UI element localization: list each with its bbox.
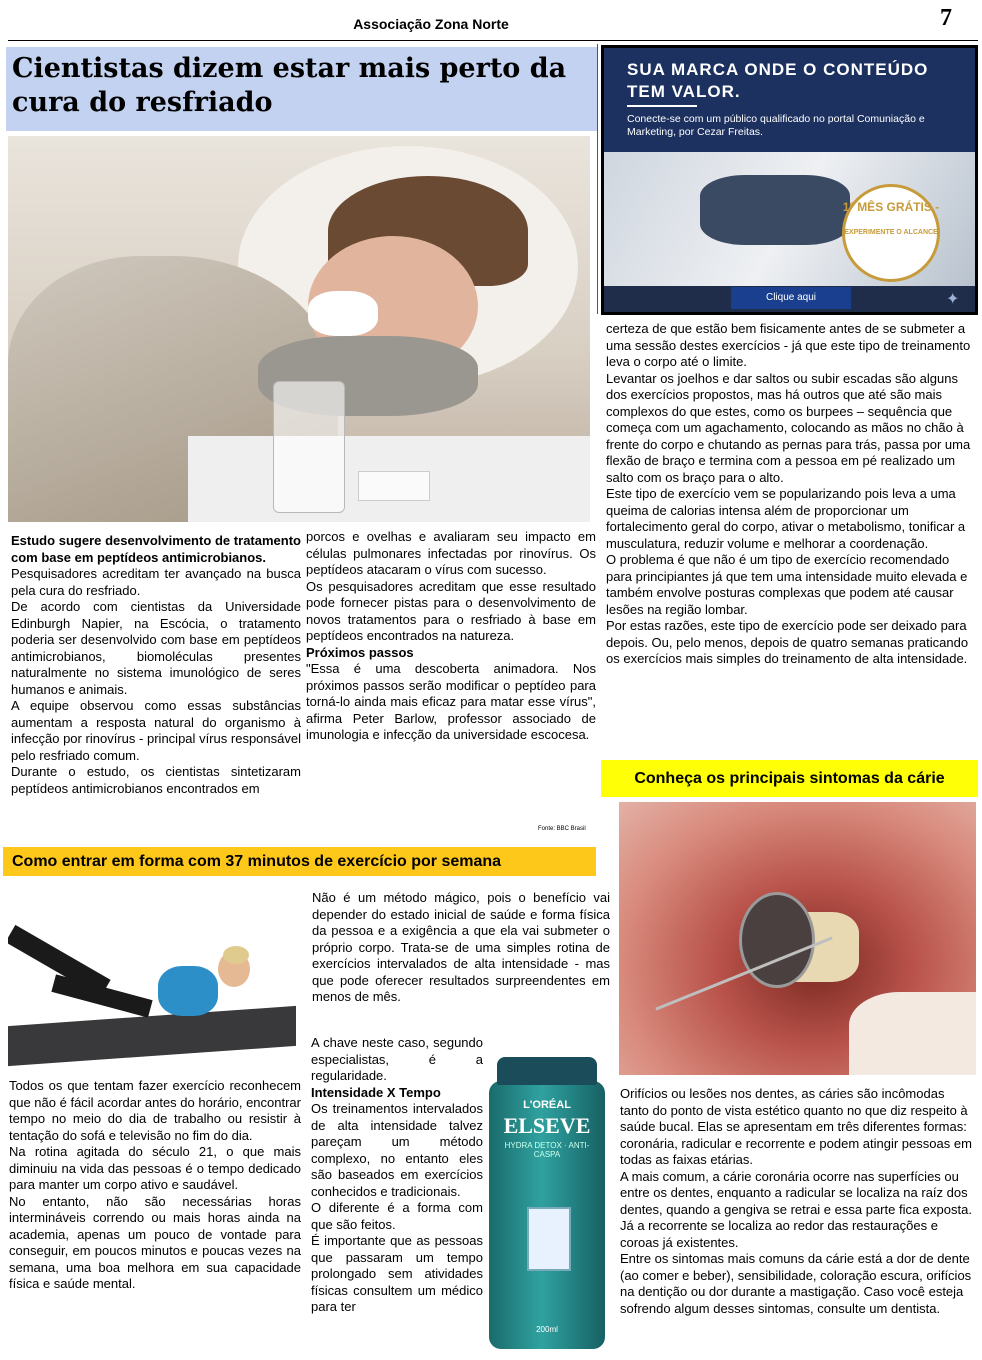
- paragraph: Pesquisadores acreditam ter avançado na busca pela cura do resfriado.: [11, 566, 301, 598]
- paragraph: A chave neste caso, segundo especialistas, é a regularidade.: [311, 1035, 483, 1083]
- header-divider: [8, 40, 978, 41]
- paragraph: Levantar os joelhos e dar saltos ou subir escadas são alguns dos exercícios propostos, mas há outros que até são mais complexos do que estes, como os burpees – sequência que começa com um agachamento, colocando as mãos no chão à frente do corpo e chutando as pernas para trás, passa por uma flexão de braço e termina com a pessoa em pé realizado um salto com os braço para o alto.: [606, 370, 971, 485]
- subheading-intensity: Intensidade X Tempo: [311, 1084, 441, 1100]
- paragraph: Todos os que tentam fazer exercício reconhecem que não é fácil acordar antes do horário, encontrar tempo no meio do dia de trabalho ou resistir à tentação do sofá e televisão no fim do dia.: [9, 1078, 301, 1143]
- yoga-mat-shape: [8, 1006, 296, 1066]
- article-headline-cold-cure: Cientistas dizem estar mais perto da cura do resfriado: [12, 53, 567, 118]
- water-glass-shape: [273, 381, 345, 513]
- paragraph: Durante o estudo, os cientistas sintetizaram peptídeos antimicrobianos encontrados em: [11, 764, 301, 796]
- ad-headline: SUA MARCA ONDE O CONTEÚDO TEM VALOR.: [627, 60, 929, 101]
- hair-shape: [223, 946, 249, 964]
- paragraph: Este tipo de exercício vem se popularizando pois leva a uma queima de calorias intensa além de proporcionar um fortalecimento geral do corpo, ativar o metabolismo, tonificar a musculatura, reduzir volume e melhorar a coordenação.: [606, 486, 966, 551]
- column-divider: [597, 44, 598, 314]
- bottle-emblem: [527, 1207, 571, 1271]
- bottle-subtitle: HYDRA DETOX · ANTI-CASPA: [504, 1141, 590, 1159]
- article3-body: [620, 1086, 974, 1317]
- paragraph: É importante que as pessoas que passaram um tempo prolongado sem atividades físicas consultem um médico para ter: [311, 1233, 483, 1314]
- tissue-shape: [308, 291, 378, 336]
- dental-exam-photo: [619, 802, 976, 1075]
- bottle-volume: 200ml: [536, 1325, 558, 1334]
- ad-subtext: Conecte-se com um público qualificado no portal Comuniação e Marketing, por Cezar Freitas.: [627, 113, 925, 138]
- paragraph: certeza de que estão bem fisicamente antes de se submeter a uma sessão destes exercícios - já que este tipo de treinamento leva o corpo até o limite.: [606, 321, 971, 369]
- subheading-next-steps: Próximos passos: [306, 644, 414, 660]
- paragraph: A mais comum, a cárie coronária ocorre nas superfícies ou entre os dentes, enquanto a radicular se localiza na raíz dos dentes, quando a gengiva se retrai e essa parte fica exposta. Já a recorrente se localiza ao redor das restaurações e coroas já existentes.: [620, 1168, 972, 1250]
- paragraph: "Essa é uma descoberta animadora. Nos próximos passos serão modificar o peptídeo para torná-lo ainda mais eficaz para matar esse vírus", afirma Peter Barlow, professor associado de imunologia e infecção da universidade escocesa.: [306, 661, 596, 742]
- paragraph: Os pesquisadores acreditam que esse resultado pode fornecer pistas para o desenvolvimento de novos tratamentos para o resfriado à base em peptídeos encontrados na natureza.: [306, 578, 596, 643]
- paragraph: A equipe observou como essas substâncias aumentam a resposta natural do organismo à infecção por rinovírus - principal vírus responsável pelo resfriado comum.: [11, 698, 301, 763]
- article-headline-caries: Conheça os principais sintomas da cárie: [634, 770, 945, 787]
- article2-middle-column: [311, 1035, 483, 1316]
- bottle-cap: [497, 1057, 597, 1085]
- ad-click-button[interactable]: Clique aqui: [731, 287, 851, 309]
- ad-badge-small-text: EXPERIMENTE O ALCANCE: [844, 229, 938, 236]
- dental-mirror-shape: [739, 892, 815, 988]
- source-credit: Fonte: BBC Brasil: [538, 826, 586, 832]
- article2-left-column: [9, 1078, 301, 1293]
- paragraph: O diferente é a forma com que são feitos.: [311, 1200, 483, 1232]
- paragraph: Na rotina agitada do século 21, o que mais diminuiu na vida das pessoas é o tempo dedicado para manter um corpo ativo e saudável.: [9, 1144, 301, 1192]
- page-number: 7: [940, 5, 952, 31]
- paragraph: De acordo com cientistas da Universidade Edinburgh Napier, na Escócia, o tratamento poderia ser desenvolvido com base em peptídeos antimicrobianos, biomoléculas presentes naturalmente no sistema imunológico de seres humanos e animais.: [11, 599, 301, 697]
- article1-lead: Estudo sugere desenvolvimento de tratamento com base em peptídeos antimicrobianos.: [11, 533, 301, 565]
- paragraph: Entre os sintomas mais comuns da cárie está a dor de dente (ao comer e beber), sensibilidade, coloração escura, orifícios na dentição ou dor durante a mastigação. Caso você esteja sofrendo algum desses sintomas, consulte um dentista.: [620, 1251, 972, 1316]
- article2-right-column: [606, 321, 978, 668]
- paragraph: Orifícios ou lesões nos dentes, as cáries são incômodas tanto do ponto de vista estético quanto no que diz respeito à saúde bucal. Elas se apresentam em três diferentes formas: coronária, radicular e recorrente e podem atingir pessoas em todas as faixas etárias.: [620, 1086, 972, 1167]
- exercise-woman-photo: [8, 886, 296, 1068]
- shampoo-bottle-image: [489, 1057, 605, 1349]
- paragraph: Os treinamentos intervalados de alta intensidade talvez pareçam um método complexo, no entanto eles são baseados em exercícios conhecidos e tradicionais.: [311, 1101, 483, 1199]
- paragraph: O problema é que não é um tipo de exercício recomendado para principiantes já que tem uma intensidade muito elevada e também envolve posturas complexas que podem até causar lesões na região lombar.: [606, 552, 968, 617]
- pills-shape: [358, 471, 430, 501]
- torso-shape: [158, 966, 218, 1016]
- article2-intro: [312, 890, 610, 1006]
- paragraph: porcos e ovelhas e avaliaram seu impacto em células pulmonares infectadas por rinovírus. Os peptídeos atacaram o vírus com sucesso.: [306, 529, 596, 577]
- paragraph: Não é um método mágico, pois o benefício vai depender do estado inicial de saúde e forma física da pessoa e a exigência a que ela vai submeter o próprio corpo. Trata-se de uma simples rotina de exercícios intervalados de alta intensidade - mas que pode oferecer resultados surpreendentes em menos de mês.: [312, 890, 610, 1004]
- article1-column2: [306, 529, 596, 744]
- newspaper-title: Associação Zona Norte: [353, 16, 509, 32]
- sick-woman-photo: [8, 136, 590, 522]
- glove-shape: [849, 992, 976, 1075]
- paragraph: No entanto, não são necessárias horas intermináveis correndo ou mais horas ainda na academia, apenas um pouco de vontade para conseguir, em poucos minutos e poucas vezes na semana, uma boa melhora em sua capacidade física e saúde mental.: [9, 1193, 301, 1291]
- article-headline-exercise: Como entrar em forma com 37 minutos de exercício por semana: [12, 853, 502, 870]
- ad-badge-main-text: 1º MÊS GRÁTIS -: [842, 200, 940, 214]
- ad-underline: [627, 105, 697, 107]
- bottle-product-name: ELSEVE: [503, 1113, 591, 1138]
- bottle-brand: L'ORÉAL: [523, 1099, 571, 1111]
- article1-column1: [11, 533, 301, 797]
- paragraph: Por estas razões, este tipo de exercício pode ser deixado para depois. Ou, pelo menos, depois de quatro semanas praticando os exercícios mais simples do treinamento de alta intensidade.: [606, 618, 969, 666]
- ad-tablet-hands: [700, 175, 850, 245]
- sparkle-icon: ✦: [946, 291, 960, 308]
